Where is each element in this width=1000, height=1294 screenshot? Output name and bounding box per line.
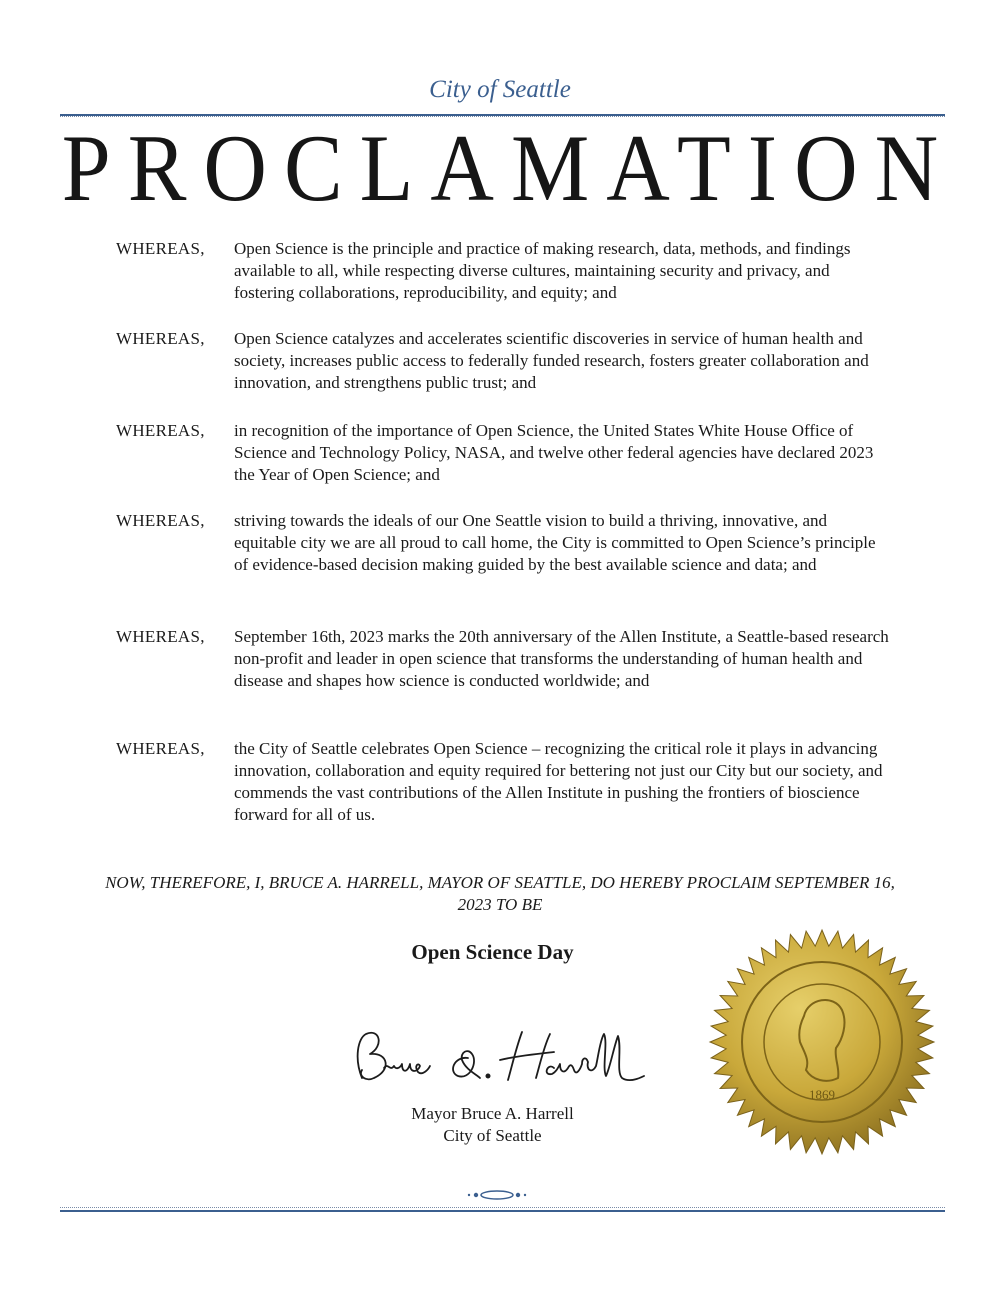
mayor-office: City of Seattle <box>443 1126 542 1145</box>
whereas-text: Open Science is the principle and practice of making research, data, methods, and findings available to all, while respecting diverse cultures, maintaining security and privacy, and fostering collaborations, reproducibility, and equity; and <box>234 239 851 302</box>
whereas-text: Open Science catalyzes and accelerates scientific discoveries in service of human health and society, increases public access to federally funded research, fosters greater collaboration and innovation, and strengthens public trust; and <box>234 329 869 392</box>
whereas-label: WHEREAS, <box>116 329 205 348</box>
whereas-text: the City of Seattle celebrates Open Science – recognizing the critical role it plays in advancing innovation, collaboration and equity required for bettering not just our City but our society, and commends the vast contributions of the Allen Institute in pushing the frontiers of bioscience forward for all of us. <box>234 739 883 824</box>
bottom-rule <box>60 1210 945 1212</box>
city-seal-icon <box>708 928 936 1156</box>
whereas-label: WHEREAS, <box>116 421 205 440</box>
whereas-text: striving towards the ideals of our One Seattle vision to build a thriving, innovative, and equitable city we are all proud to call home, the City is committed to Open Science’s principle of evidence-based decision making guided by the best available science and data; and <box>234 511 876 574</box>
proclaimed-day: Open Science Day <box>411 940 574 964</box>
mayor-signature <box>340 1018 650 1096</box>
now-therefore-statement: NOW, THEREFORE, I, BRUCE A. HARRELL, MAYOR OF SEATTLE, DO HEREBY PROCLAIM SEPTEMBER 16, 2023 TO BE <box>105 873 895 914</box>
signature-block <box>380 1103 605 1147</box>
whereas-text: September 16th, 2023 marks the 20th anniversary of the Allen Institute, a Seattle-based research non-profit and leader in open science that transforms the understanding of human health and disease and shapes how science is conducted worldwide; and <box>234 627 889 690</box>
page-title: PROCLAMATION <box>61 116 956 222</box>
ornament-icon <box>462 1188 532 1202</box>
mayor-name: Mayor Bruce A. Harrell <box>411 1104 574 1123</box>
city-header: City of Seattle <box>429 76 571 103</box>
whereas-label: WHEREAS, <box>116 239 205 258</box>
whereas-text: in recognition of the importance of Open Science, the United States White House Office of Science and Technology Policy, NASA, and twelve other federal agencies have declared 2023 the Year of Open Science; and <box>234 421 874 484</box>
whereas-label: WHEREAS, <box>116 739 205 758</box>
whereas-label: WHEREAS, <box>116 627 205 646</box>
whereas-label: WHEREAS, <box>116 511 205 530</box>
seal-year: 1869 <box>809 1087 835 1102</box>
